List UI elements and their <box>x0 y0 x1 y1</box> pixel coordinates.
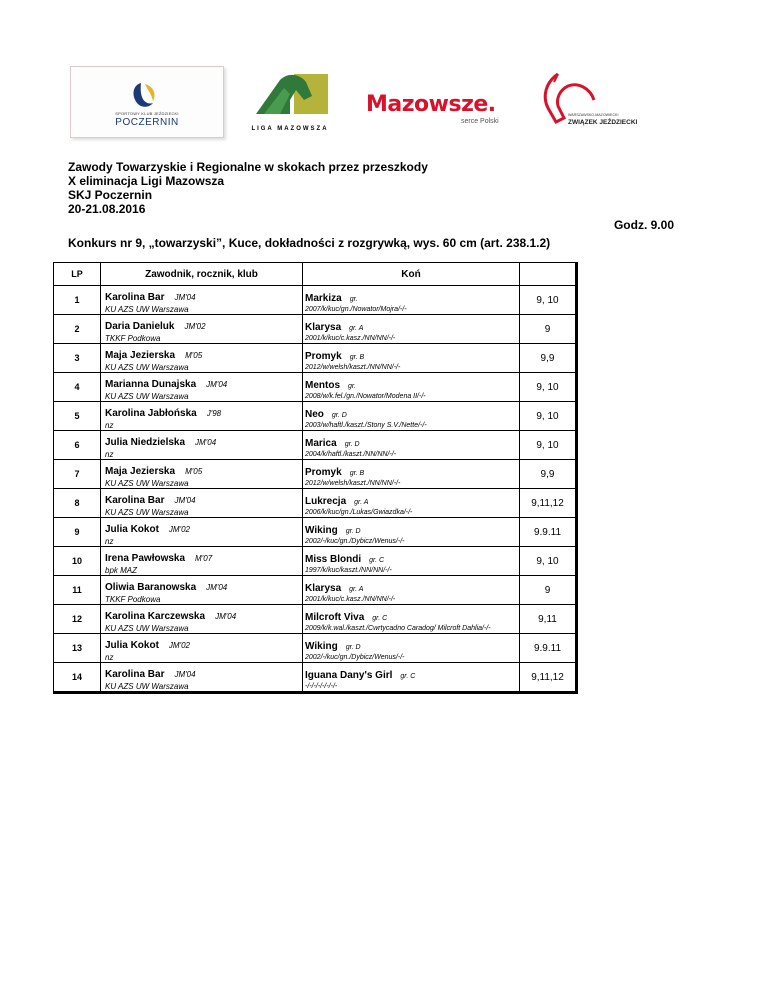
rider-name: Oliwia Baranowska <box>105 581 197 593</box>
cell-rider <box>101 605 303 634</box>
table-row <box>54 576 577 605</box>
table-row <box>54 663 577 693</box>
event-venue: SKJ Poczernin <box>68 188 153 202</box>
rider-club: KU AZS UW Warszawa <box>105 362 189 372</box>
cell-rider <box>101 286 303 315</box>
horse-group: gr. C <box>369 556 385 564</box>
table-row <box>54 402 577 431</box>
cell-lp: 2 <box>54 315 101 344</box>
cell-lp: 7 <box>54 460 101 489</box>
horse-group: gr. A <box>349 585 364 593</box>
cell-result: 9 <box>520 315 577 344</box>
cell-result: 9, 10 <box>520 547 577 576</box>
horse-head-icon <box>250 70 330 122</box>
table-row <box>54 344 577 373</box>
horse-name: Miss Blondi <box>305 553 362 565</box>
rider-club: KU AZS UW Warszawa <box>105 304 189 314</box>
event-date: 20-21.08.2016 <box>68 202 146 216</box>
rider-name: Daria Danieluk <box>105 320 175 332</box>
rider-name: Karolina Karczewska <box>105 610 206 622</box>
rider-name: Karolina Jabłońska <box>105 407 197 419</box>
table-row <box>54 286 577 315</box>
cell-rider <box>101 315 303 344</box>
cell-lp: 10 <box>54 547 101 576</box>
table-header-row <box>54 263 577 286</box>
horse-name: Promyk <box>305 466 342 478</box>
wzj-logo <box>538 72 643 134</box>
table-row <box>54 460 577 489</box>
rider-year: JM'04 <box>174 292 196 302</box>
cell-rider <box>101 576 303 605</box>
poczernin-emblem-icon <box>129 81 159 109</box>
cell-result: 9, 10 <box>520 373 577 402</box>
horse-group: gr. B <box>349 353 365 361</box>
cell-rider <box>101 518 303 547</box>
cell-lp: 9 <box>54 518 101 547</box>
cell-rider <box>101 460 303 489</box>
rider-year: JM'04 <box>174 495 196 505</box>
cell-lp: 3 <box>54 344 101 373</box>
rider-year: J'98 <box>206 408 222 418</box>
horse-name: Iguana Dany's Girl <box>305 669 393 681</box>
rider-year: JM'02 <box>184 321 206 331</box>
cell-result: 9 <box>520 576 577 605</box>
horse-name: Klarysa <box>305 321 342 333</box>
table-row <box>54 547 577 576</box>
table-row <box>54 373 577 402</box>
rider-name: Maja Jezierska <box>105 349 176 361</box>
table-row <box>54 315 577 344</box>
poczernin-name: POCZERNIN <box>115 117 179 128</box>
rider-year: M'05 <box>185 466 203 476</box>
cell-lp: 12 <box>54 605 101 634</box>
wzj-region-label: WARSZAWSKO-MAZOWIECKI <box>568 113 619 117</box>
cell-lp: 1 <box>54 286 101 315</box>
horse-group: gr. A <box>349 324 364 332</box>
rider-club: KU AZS UW Warszawa <box>105 681 189 691</box>
mazowsze-wordmark: Mazowsze. <box>366 92 496 117</box>
horse-name: Wiking <box>305 640 338 652</box>
cell-rider <box>101 663 303 693</box>
horse-group: gr. D <box>345 527 361 535</box>
rider-year: JM'04 <box>215 611 237 621</box>
cell-rider <box>101 344 303 373</box>
table-row <box>54 518 577 547</box>
cell-result: 9,11 <box>520 605 577 634</box>
wzj-name: ZWIĄZEK JEŹDZIECKI <box>568 119 638 126</box>
horse-name: Lukrecja <box>305 495 347 507</box>
cell-rider <box>101 402 303 431</box>
cell-result: 9.9.11 <box>520 518 577 547</box>
cell-result: 9,9 <box>520 344 577 373</box>
cell-horse <box>303 286 520 315</box>
horse-name: Mentos <box>305 379 340 391</box>
cell-result: 9, 10 <box>520 402 577 431</box>
event-subtitle: X eliminacja Ligi Mazowsza <box>68 174 225 188</box>
cell-rider <box>101 634 303 663</box>
cell-result: 9.9.11 <box>520 634 577 663</box>
rider-club: nz <box>105 536 114 546</box>
horse-description: -/-/-/-/-/-/-/- <box>305 682 338 690</box>
horse-group: gr. D <box>331 411 347 419</box>
cell-rider <box>101 489 303 518</box>
cell-horse <box>303 605 520 634</box>
cell-horse <box>303 663 520 693</box>
horse-description: 2001/k/kuc/c.kasz./NN/NN/-/- <box>305 334 396 342</box>
cell-rider <box>101 547 303 576</box>
horse-group: gr. D <box>344 440 360 448</box>
table-row <box>54 634 577 663</box>
cell-horse <box>303 431 520 460</box>
horse-name: Marica <box>305 437 337 449</box>
rider-club: nz <box>105 420 114 430</box>
rider-name: Karolina Bar <box>105 291 165 303</box>
horse-description: 2012/w/welsh/kaszt./NN/NN/-/- <box>305 479 401 487</box>
cell-result: 9,11,12 <box>520 489 577 518</box>
cell-horse <box>303 489 520 518</box>
cell-lp: 13 <box>54 634 101 663</box>
horse-name: Markiza <box>305 292 342 304</box>
rider-club: KU AZS UW Warszawa <box>105 391 189 401</box>
rider-name: Karolina Bar <box>105 668 165 680</box>
rider-name: Karolina Bar <box>105 494 165 506</box>
horse-description: 2006/k/kuc/gn./Lukas/Gwiazdka/-/- <box>305 508 413 516</box>
cell-horse <box>303 634 520 663</box>
rider-name: Julia Kokot <box>105 639 159 651</box>
cell-horse <box>303 402 520 431</box>
col-header-result <box>520 263 577 286</box>
rider-year: JM'04 <box>174 669 196 679</box>
cell-rider <box>101 373 303 402</box>
horse-group: gr. D <box>345 643 361 651</box>
horse-group: gr. <box>348 382 356 390</box>
cell-lp: 14 <box>54 663 101 693</box>
event-title: Zawody Towarzyskie i Regionalne w skokach przez przeszkody <box>68 160 428 174</box>
horse-name: Neo <box>305 408 324 420</box>
horse-description: 2008/w/k.fel./gn./Nowator/Modena II/-/- <box>305 392 426 400</box>
horse-description: 2004/k/haftl./kaszt./NN/NN/-/- <box>305 450 397 458</box>
cell-horse <box>303 373 520 402</box>
cell-horse <box>303 576 520 605</box>
cell-horse <box>303 344 520 373</box>
horse-description: 2007/k/kuc/gn./Nowator/Mojra/-/- <box>305 305 407 313</box>
horse-name: Klarysa <box>305 582 342 594</box>
rider-year: JM'04 <box>206 379 228 389</box>
poczernin-logo <box>70 66 224 138</box>
horse-description: 1997/k/kuc/kaszt./NN/NN/-/- <box>305 566 392 574</box>
rider-club: bpk MAZ <box>105 565 138 575</box>
rider-club: nz <box>105 652 114 662</box>
rider-club: KU AZS UW Warszawa <box>105 507 189 517</box>
mazowsze-tagline: serce Polski <box>461 118 499 125</box>
rider-name: Maja Jezierska <box>105 465 176 477</box>
cell-result: 9,9 <box>520 460 577 489</box>
competition-title: Konkurs nr 9, „towarzyski”, Kuce, dokładności z rozgrywką, wys. 60 cm (art. 238.1.2) <box>68 236 551 250</box>
rider-name: Julia Kokot <box>105 523 159 535</box>
horse-name: Wiking <box>305 524 338 536</box>
cell-result: 9, 10 <box>520 286 577 315</box>
horse-group: gr. <box>349 295 358 303</box>
rider-club: TKKF Podkowa <box>105 594 161 604</box>
rider-club: nz <box>105 449 114 459</box>
table-row <box>54 431 577 460</box>
horse-description: 2002/-/kuc/gn./Dybicz/Wenus/-/- <box>305 653 405 661</box>
rider-year: M'05 <box>185 350 203 360</box>
rider-year: M'07 <box>195 553 213 563</box>
cell-horse <box>303 460 520 489</box>
horse-name: Promyk <box>305 350 342 362</box>
horse-group: gr. B <box>349 469 365 477</box>
cell-lp: 8 <box>54 489 101 518</box>
cell-lp: 4 <box>54 373 101 402</box>
liga-mazowsza-logo <box>250 70 330 132</box>
cell-horse <box>303 547 520 576</box>
start-list-table <box>53 262 578 694</box>
rider-name: Irena Pawłowska <box>105 552 186 564</box>
horse-description: 2009/k/k.wal./kaszt./Cwrtycadno Caradog/ Milcroft Dahlia/-/- <box>305 624 491 632</box>
rider-club: TKKF Podkowa <box>105 333 161 343</box>
rider-club: KU AZS UW Warszawa <box>105 623 189 633</box>
cell-lp: 5 <box>54 402 101 431</box>
poczernin-club-label: SPORTOWY KLUB JEŹDZIECKI <box>115 111 179 116</box>
horse-group: gr. C <box>400 672 416 680</box>
rider-name: Julia Niedzielska <box>105 436 186 448</box>
cell-result: 9,11,12 <box>520 663 577 693</box>
table-row <box>54 489 577 518</box>
cell-rider <box>101 431 303 460</box>
horse-group: gr. C <box>372 614 388 622</box>
start-time: Godz. 9.00 <box>613 218 674 232</box>
col-header-rider: Zawodnik, rocznik, klub <box>101 263 303 286</box>
horse-description: 2001/k/kuc/c.kasz./NN/NN/-/- <box>305 595 396 603</box>
rider-year: JM'02 <box>168 524 190 534</box>
horse-description: 2002/-/kuc/gn./Dybicz/Wenus/-/- <box>305 537 405 545</box>
cell-horse <box>303 315 520 344</box>
rider-year: JM'02 <box>168 640 190 650</box>
col-header-horse: Koń <box>303 263 520 286</box>
liga-mazowsza-label: LIGA MAZOWSZA <box>251 126 329 132</box>
horse-description: 2012/w/welsh/kaszt./NN/NN/-/- <box>305 363 401 371</box>
horse-description: 2003/w/haftl./kaszt./Stony S.V./Nette/-/- <box>305 421 427 429</box>
col-header-lp: LP <box>54 263 101 286</box>
rider-year: JM'04 <box>195 437 217 447</box>
mazowsze-logo <box>366 92 516 130</box>
rider-club: KU AZS UW Warszawa <box>105 478 189 488</box>
rider-name: Marianna Dunajska <box>105 378 197 390</box>
rider-year: JM'04 <box>206 582 228 592</box>
cell-lp: 6 <box>54 431 101 460</box>
cell-horse <box>303 518 520 547</box>
horse-group: gr. A <box>354 498 369 506</box>
table-row <box>54 605 577 634</box>
cell-result: 9, 10 <box>520 431 577 460</box>
horse-name: Milcroft Viva <box>305 611 365 623</box>
cell-lp: 11 <box>54 576 101 605</box>
